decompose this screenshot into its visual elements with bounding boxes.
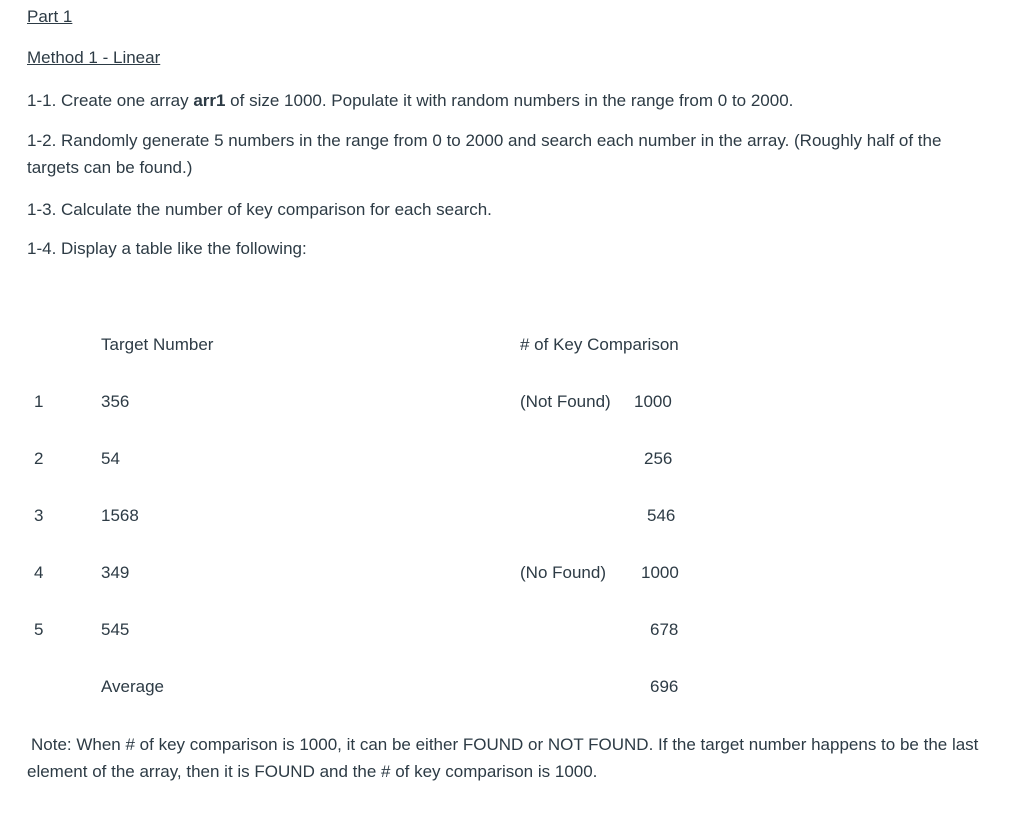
row-index: 2: [34, 449, 44, 468]
step-1-3: 1-3. Calculate the number of key comparison for each search.: [27, 200, 492, 219]
step-1-4: 1-4. Display a table like the following:: [27, 239, 307, 258]
row-comparisons: 546: [647, 506, 676, 525]
row-target: 54: [101, 449, 120, 468]
part-title: Part 1: [27, 7, 73, 26]
row-index: 4: [34, 563, 44, 582]
step-1-1-prefix: 1-1. Create one array: [27, 91, 194, 110]
header-target-number: Target Number: [101, 335, 214, 354]
row-comparisons: 256: [644, 449, 673, 468]
row-target: 545: [101, 620, 130, 639]
row-comparisons: 1000: [641, 563, 679, 582]
row-target: 356: [101, 392, 130, 411]
header-key-comparison: # of Key Comparison: [520, 335, 679, 354]
row-status: (No Found): [520, 563, 606, 582]
note: Note: When # of key comparison is 1000, it can be either FOUND or NOT FOUND. If the target number happens to be the last element of the array, then it is FOUND and the # of key comparison is 1000.: [27, 735, 979, 781]
row-comparisons: 1000: [634, 392, 672, 411]
step-1-1-suffix: of size 1000. Populate it with random numbers in the range from 0 to 2000.: [225, 91, 794, 110]
row-comparisons: 678: [650, 620, 679, 639]
step-1-1: [27, 87, 997, 114]
row-index: 1: [34, 392, 44, 411]
array-name: arr1: [193, 91, 226, 110]
row-status: (Not Found): [520, 392, 611, 411]
row-target: 1568: [101, 506, 139, 525]
row-index: 5: [34, 620, 44, 639]
average-label: Average: [101, 677, 165, 696]
row-index: 3: [34, 506, 44, 525]
average-value: 696: [650, 677, 679, 696]
step-1-2: 1-2. Randomly generate 5 numbers in the range from 0 to 2000 and search each number in the array. (Roughly half of the targets can be found.): [27, 131, 942, 177]
method-title: Method 1 - Linear: [27, 48, 161, 67]
row-target: 349: [101, 563, 130, 582]
